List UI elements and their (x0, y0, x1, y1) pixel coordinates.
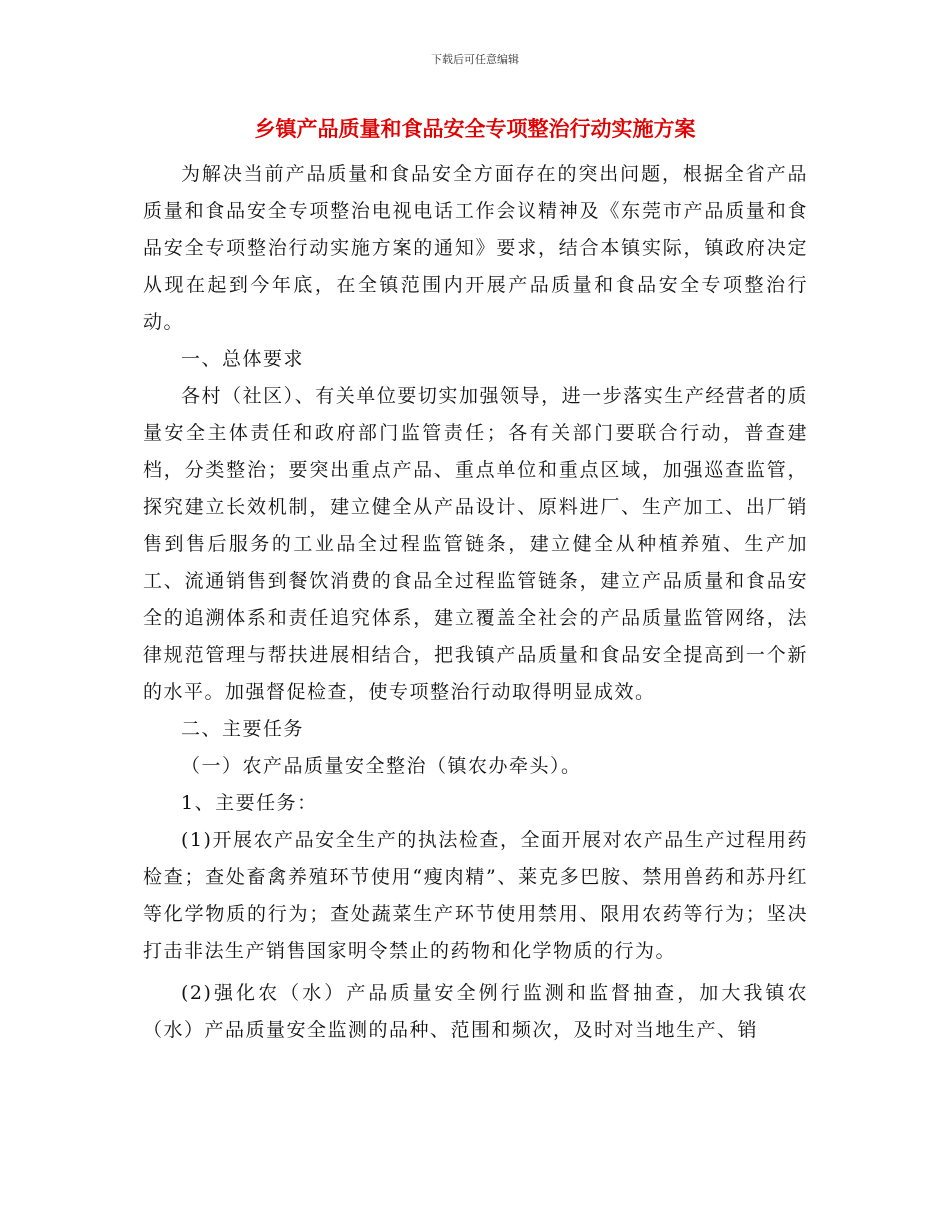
document-body (143, 156, 808, 1049)
subsection-heading-agricultural: （一）农产品质量安全整治（镇农办牵头）。 (181, 755, 582, 777)
task-item-1: (1)开展农产品安全生产的执法检查，全面开展对农产品生产过程用药检查；查处畜禽养殖环节使用“瘦肉精”、莱克多巴胺、禁用兽药和苏丹红等化学物质的行为；查处蔬菜生产环节使用禁用、限用农药等行为；坚决打击非法生产销售国家明令禁止的药物和化学物质的行为。 (143, 829, 808, 962)
page-header-note: 下载后可任意编辑 (431, 53, 519, 66)
intro-paragraph: 为解决当前产品质量和食品安全方面存在的突出问题，根据全省产品质量和食品安全专项整治电视电话工作会议精神及《东莞市产品质量和食品安全专项整治行动实施方案的通知》要求，结合本镇实际，镇政府决定从现在起到今年底，在全镇范围内开展产品质量和食品安全专项整治行动。 (143, 163, 808, 333)
section-heading-main-tasks: 二、主要任务 (181, 718, 305, 740)
task-item-2: (2)强化农（水）产品质量安全例行监测和监督抽查，加大我镇农（水）产品质量安全监测的品种、范围和频次，及时对当地生产、销 (143, 982, 808, 1041)
section-heading-general-requirements: 一、总体要求 (181, 348, 305, 370)
item-heading-main-tasks: 1、主要任务： (181, 792, 318, 814)
document-title: 乡镇产品质量和食品安全专项整治行动实施方案 (254, 116, 696, 141)
general-requirements-paragraph: 各村（社区）、有关单位要切实加强领导，进一步落实生产经营者的质量安全主体责任和政府部门监管责任；各有关部门要联合行动，普查建档，分类整治；要突出重点产品、重点单位和重点区域，加强巡查监管，探究建立长效机制，建立健全从产品设计、原料进厂、生产加工、出厂销售到售后服务的工业品全过程监管链条，建立健全从种植养殖、生产加工、流通销售到餐饮消费的食品全过程监管链条，建立产品质量和食品安全的追溯体系和责任追究体系，建立覆盖全社会的产品质量监管网络，法律规范管理与帮扶进展相结合，把我镇产品质量和食品安全提高到一个新的水平。加强督促检查，使专项整治行动取得明显成效。 (143, 385, 808, 703)
